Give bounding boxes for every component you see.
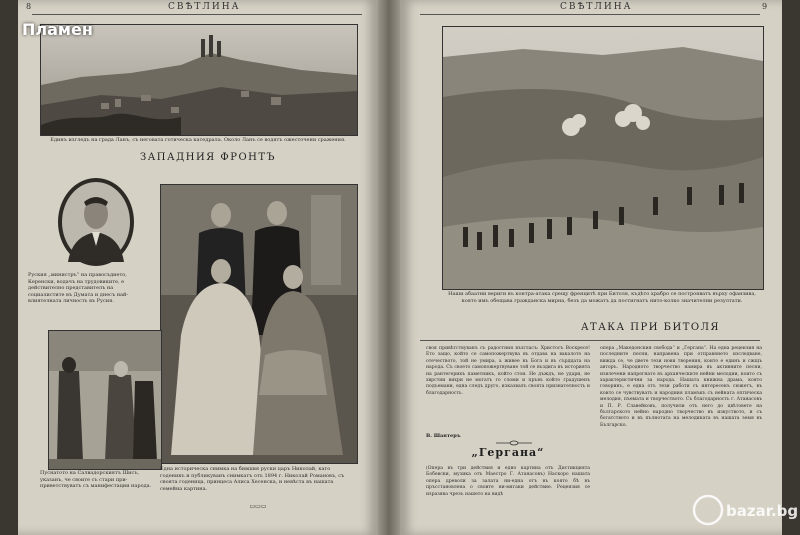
royal-group-photo (160, 184, 358, 464)
bazar-logo-text: bazar.bg (726, 502, 799, 520)
footer-stamp: ▭▭▭ (249, 503, 267, 510)
battle-caption: Наши абаатни вериги въ контра-атака срещу френцитѣ при Битоля, къдѣто храбро се построяватъ върху офанзива, която имъ обещава гражданска мирна, безъ да можатъ да постигнатъ нито-колко значителни резултати. (448, 291, 756, 304)
section-heading-bitola: АТАКА ПРИ БИТОЛЯ (580, 322, 720, 333)
right-page (400, 0, 782, 535)
book-gutter (378, 0, 400, 535)
running-header: СВѢТЛИНА (560, 2, 633, 12)
portrait-photo (56, 176, 136, 268)
ornament-divider (496, 432, 532, 440)
left-page (18, 0, 378, 535)
town-panorama-photo (40, 24, 358, 136)
section-rule (420, 340, 760, 341)
street-caption: Пуснатото на Салвадорскиятъ Шисъ, указанъ, че своите съ стари при-приветствуватъ съ манифестации народа. (40, 470, 152, 489)
seller-watermark: Пламен (22, 20, 93, 39)
opera-title: „Гергана“ (471, 446, 545, 459)
street-scene-photo (48, 330, 162, 470)
article-signature: В. Шантеръ (426, 433, 461, 439)
article-paragraph: своя привѣтствуванъ съ радостния възгласъ: Христосъ Воскресе! Ето защо, който се самопожертвува въ отдава на вакалото на отечеството, той не умира, а живее въ Бога и въ сърдцата на народа. Съ своето самопожертвуване той се въздига въ историята на рантегерикъ паметникъ, който стои. Не дъждъ, не удари, не хврстни вихри не могатъ го сломи и пръвъ който градушенъ подъемани, една следъ друго, изказвалъ своята признателность и благодарность. (426, 346, 590, 396)
page-number: 8 (26, 2, 32, 11)
article-paragraph: (Опера въ три действия и едно картина отъ Дистикцията Бобевски, музика отъ Маестро Г. Атанасовъ) Наскоро нашата опера древоли за залата ни-една отъ въ която бѣ въ пръсстановлена о своите ни-мягаки действие. Рецензия се изразява чрезъ нашето на видѣ (426, 466, 590, 497)
bazar-logo (690, 490, 799, 530)
section-heading-western-front: ЗАПАДНИЯ ФРОНТЪ (140, 152, 276, 163)
running-header: СВѢТЛИНА (168, 2, 241, 12)
group-caption: Една историческа снимка на бившия руски царъ Николай, като годеникъ и публикуванъ снимкатъ отъ 1894 г. Николай Романовъ, съ своята годеница, принцеса Алиса Хесенска, и невѣста въ нашата семейна картина. (160, 466, 345, 492)
battle-photo (442, 26, 764, 290)
portrait-caption: Руския „министръ“ на правосъдието, Керенски, водачъ на трудовиките, е действително представителъ на социалистите въ Думата и днесъ най-влиятелната личность въ Русия. (28, 272, 129, 304)
header-rule (32, 14, 362, 15)
panorama-caption: Единъ изгледъ на града Ланъ, съ неговата готическа катедрала. Около Ланъ се водятъ ожесточени сражения. (50, 137, 346, 143)
article-column-2 (600, 346, 762, 429)
page-number: 9 (762, 2, 768, 11)
header-rule (420, 14, 760, 15)
opera-description (426, 466, 590, 498)
article-paragraph: опера „Македонския свобода“ и „Гергана“. На една рецензия на последните песни, направена при отправянето изследване, вижда се, че двете тези нови творения, които е единъ и сжщъ авторъ. Народното творчество намира въ активните песни, извлечени напрегнато въ арханческите нейни мелодии, които съ характеристични за народа. Нашата книжна драма, която говоринъ, е една отъ тези работи съ интересенъ сюжетъ, въ които се чувствуватъ и народния пламъкъ съ нейната оптическа мелодия, пъемата и творчеството. Съ благодарность г. Атанасовъ и П. Р. Славейковъ, получили отъ него до цвѣтовете на българското нейно народно творчество въ изкуството, и съ богатството и въ пълнотата на мелодиката въ нашата земя въ Българско. (600, 346, 762, 428)
article-column-1 (426, 346, 590, 397)
